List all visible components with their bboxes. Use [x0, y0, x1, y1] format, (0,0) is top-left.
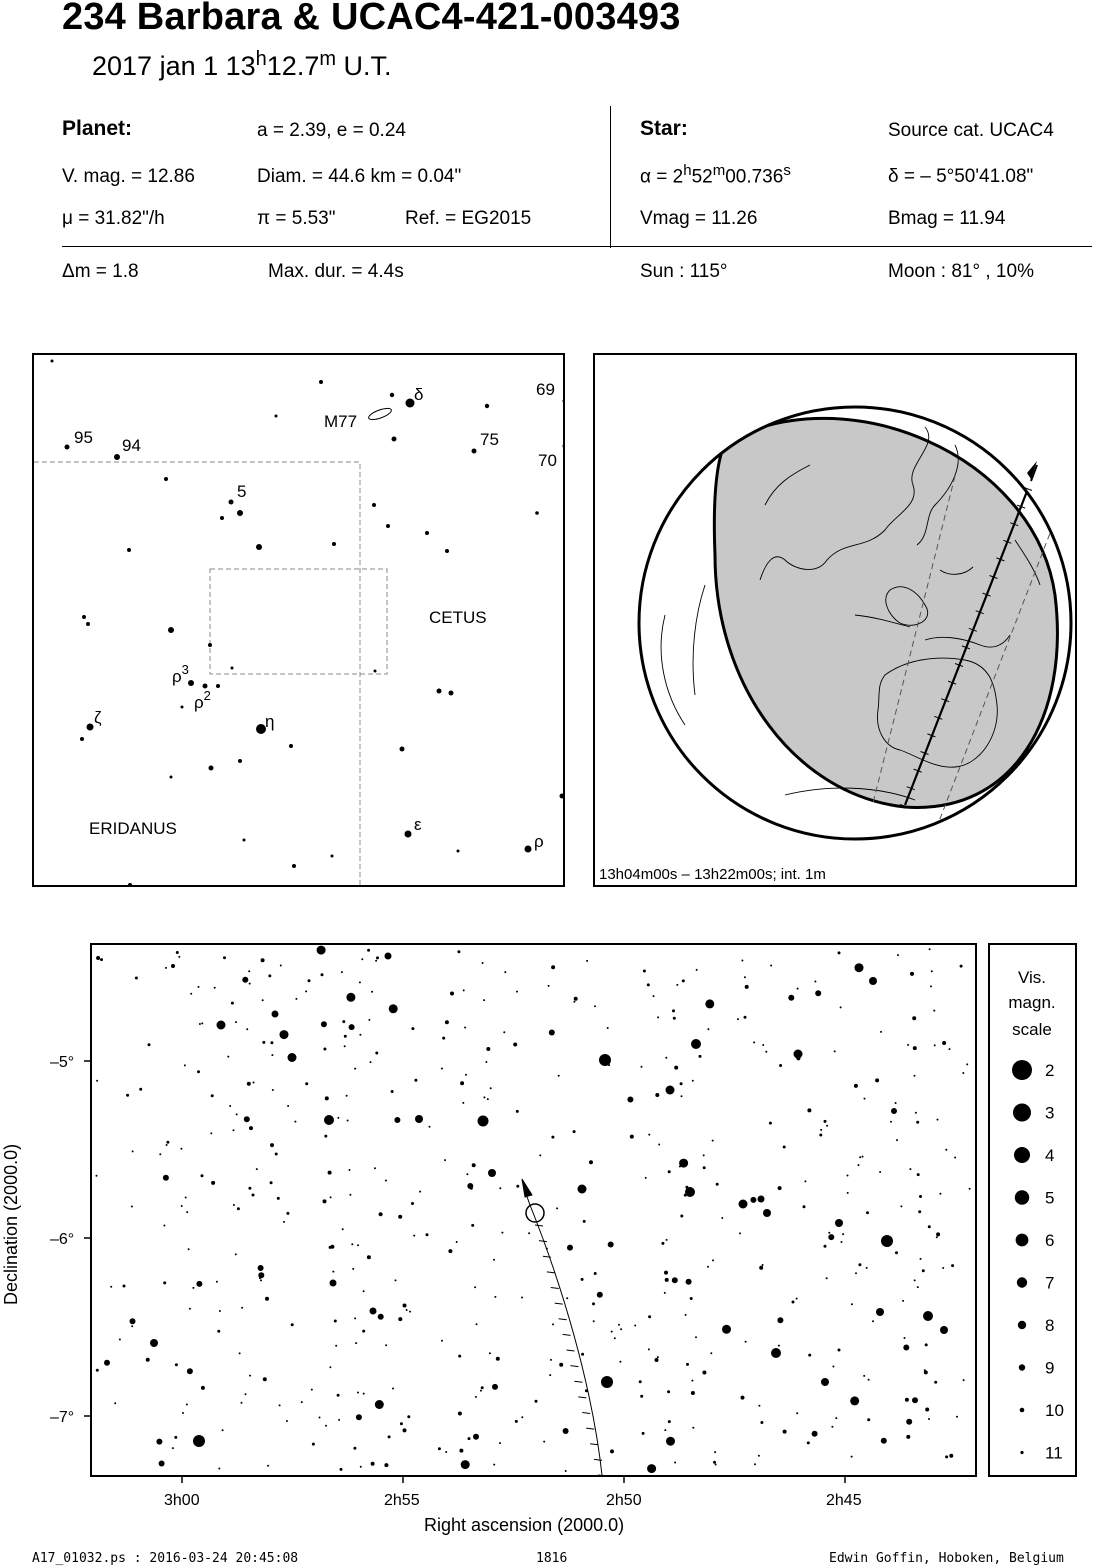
y-tick-label-7: –7° [50, 1409, 75, 1426]
globe-svg [595, 355, 1075, 885]
planet-parallax: π = 5.53" [257, 208, 336, 229]
label-m77: M77 [324, 412, 358, 431]
finder-star [86, 622, 90, 626]
finder-star [128, 883, 132, 885]
time-interval-caption: 13h04m00s – 13h22m00s; int. 1m [599, 866, 826, 883]
star-heading: Star: [640, 117, 688, 140]
y-axis-title: Declination (2000.0) [1, 1143, 21, 1305]
legend-marker [1012, 1060, 1032, 1080]
star-vmag: Vmag = 11.26 [640, 208, 758, 229]
legend-label: 2 [1045, 1061, 1055, 1080]
label-rho3: $\rho^3$ [172, 662, 189, 686]
legend-label: 10 [1045, 1401, 1064, 1420]
legend-marker [1016, 1234, 1029, 1247]
finder-star [289, 744, 293, 748]
finder-star [386, 524, 390, 528]
m77-galaxy-symbol [367, 406, 392, 422]
finder-star [181, 706, 184, 709]
planet-motion: μ = 31.82"/h [62, 208, 165, 229]
footer-number: 1816 [536, 1551, 568, 1566]
label-eridanus: ERIDANUS [89, 819, 177, 838]
finder-star [560, 794, 564, 799]
finder-star [216, 684, 220, 688]
x-axis-title: Right ascension (2000.0) [424, 1515, 625, 1535]
planet-diameter: Diam. = 44.6 km = 0.04" [257, 166, 462, 187]
table-top-rule [62, 246, 1092, 247]
label-rho: ρ [534, 832, 544, 851]
finder-star [220, 516, 224, 520]
globe-panel [593, 353, 1077, 887]
finder-chart-svg [34, 355, 563, 885]
legend-label: 7 [1045, 1273, 1055, 1293]
sun-elongation: Sun : 115° [640, 261, 728, 282]
x-tick-label-245: 2h45 [826, 1492, 862, 1509]
finder-star [127, 548, 131, 552]
legend-label: 8 [1045, 1316, 1055, 1335]
finder-star [164, 477, 168, 481]
finder-star [231, 667, 234, 670]
finder-star [65, 445, 70, 450]
legend-marker [1018, 1321, 1026, 1329]
legend-marker [1015, 1190, 1029, 1204]
finder-star [392, 437, 397, 442]
label-95: 95 [74, 428, 93, 447]
legend-svg [990, 945, 1075, 1475]
finder-star [170, 776, 173, 779]
label-5: 5 [237, 482, 247, 501]
magnitude-legend [988, 943, 1077, 1477]
finder-star [80, 737, 84, 741]
star-bmag: Bmag = 11.94 [888, 208, 1006, 229]
finder-star [256, 544, 262, 550]
finder-star [535, 511, 539, 515]
finder-star [445, 549, 449, 553]
legend-label: 4 [1045, 1146, 1055, 1165]
star-declination: δ = – 5°50'41.08" [888, 166, 1034, 187]
legend-marker [1014, 1147, 1030, 1163]
planet-reference: Ref. = EG2015 [405, 208, 532, 229]
legend-label: 3 [1045, 1103, 1055, 1123]
planet-heading: Planet: [62, 117, 133, 140]
finder-star [457, 850, 460, 853]
shadow-region [714, 418, 1057, 807]
finder-star [485, 404, 489, 408]
finder-star [275, 415, 278, 418]
max-duration: Max. dur. = 4.4s [268, 261, 404, 282]
finder-star [563, 399, 564, 404]
magnitude-drop: Δm = 1.8 [62, 261, 139, 282]
finder-star [437, 689, 442, 694]
finder-star [472, 449, 477, 454]
y-tick-label-5: –5° [50, 1054, 75, 1071]
finder-star [331, 855, 334, 858]
y-tick-label-6: –6° [50, 1231, 75, 1248]
x-tick-label-255: 2h55 [384, 1492, 420, 1509]
finder-star [87, 724, 94, 731]
legend-label: 6 [1045, 1231, 1055, 1250]
table-divider [610, 106, 611, 248]
moon-elongation: Moon : 81° , 10% [888, 261, 1034, 282]
label-69: 69 [536, 380, 555, 399]
finder-star [525, 846, 532, 853]
finder-chart [32, 353, 565, 887]
finder-star [114, 454, 120, 460]
legend-marker [1020, 1408, 1025, 1413]
legend-title-1: Vis. [1017, 968, 1047, 987]
footer-author: Edwin Goffin, Hoboken, Belgium [829, 1551, 1064, 1566]
event-title: 234 Barbara & UCAC4-421-003493 [62, 0, 681, 38]
finder-star [168, 627, 174, 633]
finder-star [209, 766, 214, 771]
planet-orbit: a = 2.39, e = 0.24 [257, 120, 406, 141]
finder-star [372, 503, 376, 507]
legend-marker [1017, 1277, 1027, 1287]
legend-label: 11 [1045, 1443, 1063, 1463]
finder-star [405, 831, 412, 838]
label-delta: δ [414, 385, 424, 404]
finder-star [374, 670, 377, 673]
finder-star [563, 444, 564, 449]
x-tick-label-250: 2h50 [606, 1492, 642, 1509]
planet-vmag: V. mag. = 12.86 [62, 166, 195, 187]
finder-star [292, 864, 296, 868]
chart-axes [0, 930, 1096, 1550]
event-datetime: 2017 jan 1 13$^h$12.7$^m$ U.T. [92, 48, 392, 81]
finder-star [82, 615, 86, 619]
legend-marker [1020, 1451, 1023, 1454]
finder-star [319, 380, 323, 384]
finder-star [332, 542, 336, 546]
label-75: 75 [480, 430, 499, 449]
star-source-catalog: Source cat. UCAC4 [888, 120, 1054, 141]
legend-marker [1013, 1104, 1031, 1122]
finder-star [229, 500, 234, 505]
label-70: 70 [538, 451, 557, 470]
finder-star [188, 680, 194, 686]
star-right-ascension: $\alpha = 2^h52^m00.736^s$ [640, 162, 791, 188]
label-rho2: $\rho^2$ [194, 688, 211, 712]
legend-label: 5 [1045, 1188, 1055, 1208]
label-epsilon: ε [414, 815, 422, 834]
finder-star [425, 531, 429, 535]
legend-title-3: scale [1012, 1020, 1052, 1039]
x-tick-label-300: 3h00 [164, 1492, 200, 1509]
finder-star [243, 839, 246, 842]
finder-star [51, 360, 54, 363]
finder-star [400, 747, 405, 752]
finder-star [237, 510, 243, 516]
legend-label: 9 [1045, 1358, 1055, 1378]
label-eta: η [265, 712, 275, 731]
legend-title-2: magn. [1008, 993, 1056, 1012]
finder-star [208, 643, 212, 647]
label-94: 94 [122, 436, 141, 455]
finder-star [390, 393, 394, 397]
footer-file: A17_01032.ps : 2016-03-24 20:45:08 [32, 1551, 299, 1566]
finder-star [238, 759, 242, 763]
label-zeta: ζ [94, 708, 102, 727]
label-cetus: CETUS [429, 608, 487, 627]
legend-marker [1019, 1364, 1025, 1370]
finder-star [449, 691, 454, 696]
